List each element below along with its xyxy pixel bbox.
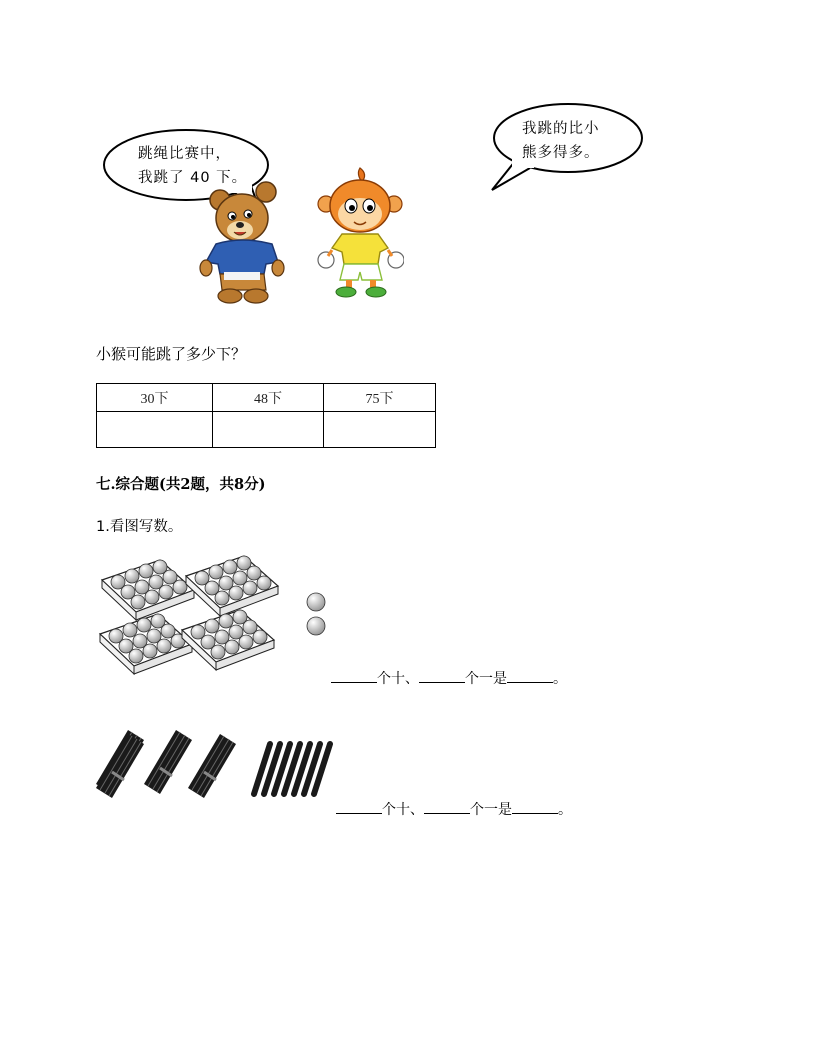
choice-30: 30下 bbox=[97, 384, 213, 412]
answer-cell-2[interactable] bbox=[213, 412, 324, 448]
blank-ones-1[interactable] bbox=[419, 668, 465, 683]
monkey-illustration bbox=[316, 164, 404, 300]
blank-ones-2[interactable] bbox=[424, 799, 470, 814]
blank-tens-2[interactable] bbox=[336, 799, 382, 814]
end-2: 。 bbox=[558, 802, 572, 818]
unit-ones-2: 个一是 bbox=[470, 802, 512, 818]
answer-cell-1[interactable] bbox=[97, 412, 213, 448]
monkey-speech-line-2: 熊多得多。 bbox=[522, 145, 600, 161]
question-text: 小猴可能跳了多少下？ bbox=[96, 345, 247, 363]
stick-bundles-illustration bbox=[94, 724, 336, 804]
fill-line-2 bbox=[336, 799, 572, 819]
choice-48: 48下 bbox=[213, 384, 324, 412]
blank-tens-1[interactable] bbox=[331, 668, 377, 683]
choice-table bbox=[96, 383, 436, 448]
unit-tens-2: 个十、 bbox=[382, 802, 424, 818]
monkey-speech-line-1: 我跳的比小 bbox=[522, 121, 600, 137]
blank-total-1[interactable] bbox=[507, 668, 553, 683]
fill-line-1 bbox=[331, 668, 567, 688]
unit-ones-1: 个一是 bbox=[465, 671, 507, 687]
blank-total-2[interactable] bbox=[512, 799, 558, 814]
choice-75: 75下 bbox=[324, 384, 436, 412]
section-title: 七.综合题(共2题，共8分) bbox=[96, 476, 266, 493]
bear-illustration bbox=[196, 178, 288, 306]
sub-question-1: 1.看图写数。 bbox=[96, 519, 183, 535]
answer-cell-3[interactable] bbox=[324, 412, 436, 448]
egg-trays-illustration bbox=[98, 554, 332, 684]
unit-tens-1: 个十、 bbox=[377, 671, 419, 687]
end-1: 。 bbox=[553, 671, 567, 687]
bear-speech-line-1: 跳绳比赛中， bbox=[138, 146, 231, 162]
bear-speech-line-2: 我跳了 40 下。 bbox=[138, 170, 248, 186]
